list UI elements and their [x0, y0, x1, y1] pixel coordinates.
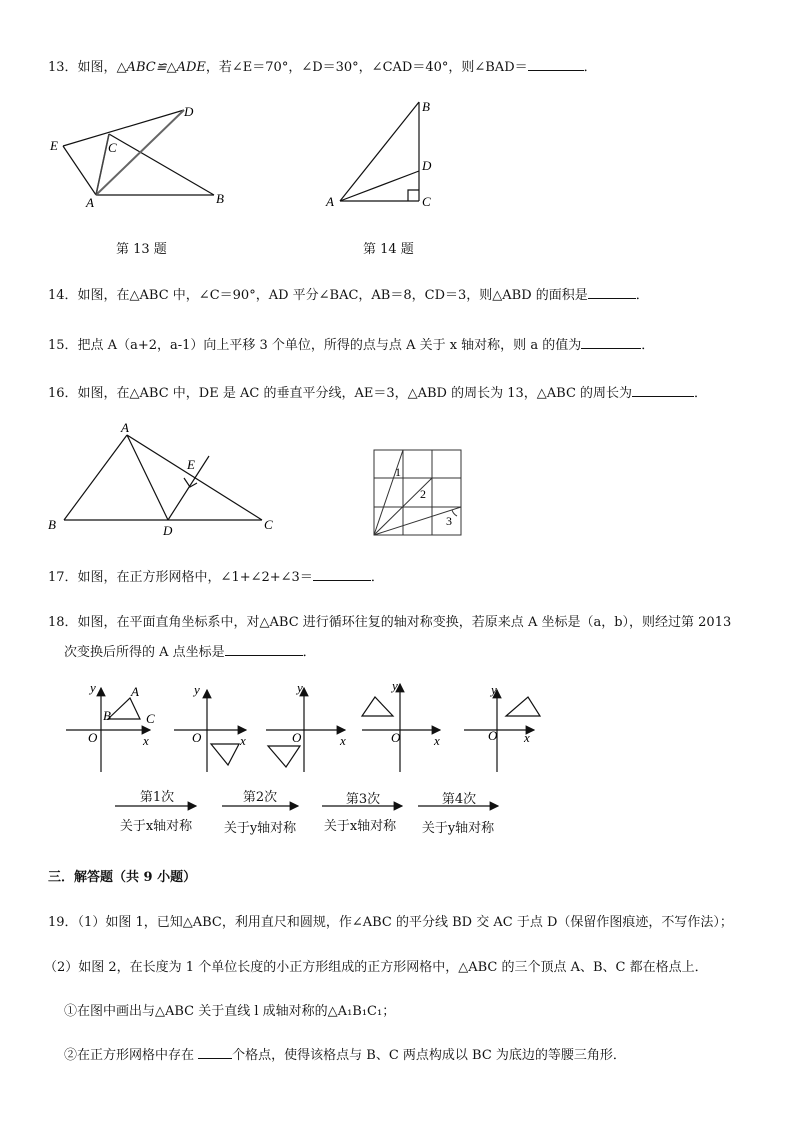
- step-1-bottom: 关于x轴对称: [119, 819, 193, 834]
- axis-y-3: y: [297, 680, 303, 695]
- figure-13: [63, 110, 214, 195]
- answer-blank-17[interactable]: [313, 568, 371, 581]
- label-B-16: B: [48, 517, 56, 532]
- axis-x-2: x: [240, 733, 246, 748]
- angle-3-label: 3: [446, 514, 452, 528]
- caption-13: 第 13 题: [116, 242, 167, 257]
- question-19-part-1: 19．（1）如图 1，已知△ABC，利用直尺和圆规，作∠ABC 的平分线 BD 交 AC 于点 D（保留作图痕迹，不写作法）；: [48, 915, 733, 930]
- label-C-14: C: [422, 194, 431, 209]
- axis-x-5: x: [524, 730, 530, 745]
- question-15: 15．把点 A（a+2，a-1）向上平移 3 个单位，所得的点与点 A 关于 x 轴对称，则 a 的值为 ．: [48, 338, 655, 353]
- label-A-14: A: [326, 194, 334, 209]
- label-C-18: C: [146, 711, 155, 726]
- figure-14: [340, 102, 419, 201]
- label-A-18: A: [131, 684, 139, 699]
- question-14: 14．如图，在△ABC 中，∠C＝90°，AD 平分∠BAC，AB＝8，CD＝3，则△ABD 的面积是 ．: [48, 288, 649, 303]
- angle-1-label: 1: [395, 465, 401, 479]
- question-16: 16．如图，在△ABC 中，DE 是 AC 的垂直平分线，AE＝3，△ABD 的周长为 13，△ABC 的周长为 ．: [48, 386, 708, 401]
- label-E-13: E: [50, 138, 58, 153]
- figure-16: [64, 435, 262, 520]
- label-D-16: D: [163, 523, 173, 538]
- label-D-13: D: [184, 104, 194, 119]
- question-19-part-2: （2）如图 2，在长度为 1 个单位长度的小正方形组成的正方形网格中，△ABC 的三个顶点 A、B、C 都在格点上．: [44, 960, 708, 975]
- axis-y-5: y: [491, 682, 497, 697]
- step-4-top: 第4次: [441, 792, 477, 807]
- step-3-top: 第3次: [345, 792, 381, 807]
- question-13: 13．如图，△ABC≌△ADE，若∠E＝70°，∠D＝30°，∠CAD＝40°，则∠BAD＝ ．: [48, 60, 597, 75]
- origin-3: O: [292, 730, 302, 745]
- label-C-13: C: [108, 140, 117, 155]
- axis-y-4: y: [392, 678, 398, 693]
- axis-y-1: y: [90, 680, 96, 695]
- step-2-bottom: 关于y轴对称: [223, 821, 297, 836]
- label-A-16: A: [121, 420, 129, 435]
- origin-4: O: [391, 730, 401, 745]
- answer-blank-14[interactable]: [588, 286, 636, 299]
- step-3-bottom: 关于x轴对称: [323, 819, 397, 834]
- axis-x-4: x: [434, 733, 440, 748]
- label-A-13: A: [86, 195, 94, 210]
- caption-14: 第 14 题: [363, 242, 414, 257]
- axis-x-1: x: [143, 733, 149, 748]
- label-B-18: B: [103, 708, 111, 723]
- step-4-bottom: 关于y轴对称: [421, 821, 495, 836]
- answer-blank-16[interactable]: [632, 384, 694, 397]
- label-C-16: C: [264, 517, 273, 532]
- question-19-sub-2: ②在正方形网格中存在 个格点，使得该格点与 B、C 两点构成以 BC 为底边的等腰三角形．: [64, 1048, 626, 1063]
- question-18-line-1: 18．如图，在平面直角坐标系中，对△ABC 进行循环往复的轴对称变换，若原来点 A 坐标是（a，b），则经过第 2013: [48, 615, 732, 630]
- label-E-16: E: [187, 457, 195, 472]
- answer-blank-15[interactable]: [581, 336, 641, 349]
- section-3-title: 三．解答题（共 9 小题）: [48, 870, 197, 885]
- label-B-14: B: [422, 99, 430, 114]
- answer-blank-18[interactable]: [225, 643, 303, 656]
- origin-5: O: [488, 728, 498, 743]
- axis-x-3: x: [340, 733, 346, 748]
- step-2-top: 第2次: [242, 790, 278, 805]
- label-B-13: B: [216, 191, 224, 206]
- axis-y-2: y: [194, 682, 200, 697]
- origin-2: O: [192, 730, 202, 745]
- question-19-sub-1: ①在图中画出与△ABC 关于直线 l 成轴对称的△A₁B₁C₁；: [64, 1004, 396, 1019]
- step-1-top: 第1次: [139, 790, 175, 805]
- question-18-line-2: 次变换后所得的 A 点坐标是 ．: [64, 645, 316, 660]
- question-17: 17．如图，在正方形网格中，∠1+∠2+∠3＝ ．: [48, 570, 384, 585]
- label-D-14: D: [422, 158, 432, 173]
- angle-2-label: 2: [420, 487, 426, 501]
- origin-1: O: [88, 730, 98, 745]
- answer-blank-19[interactable]: [198, 1046, 232, 1059]
